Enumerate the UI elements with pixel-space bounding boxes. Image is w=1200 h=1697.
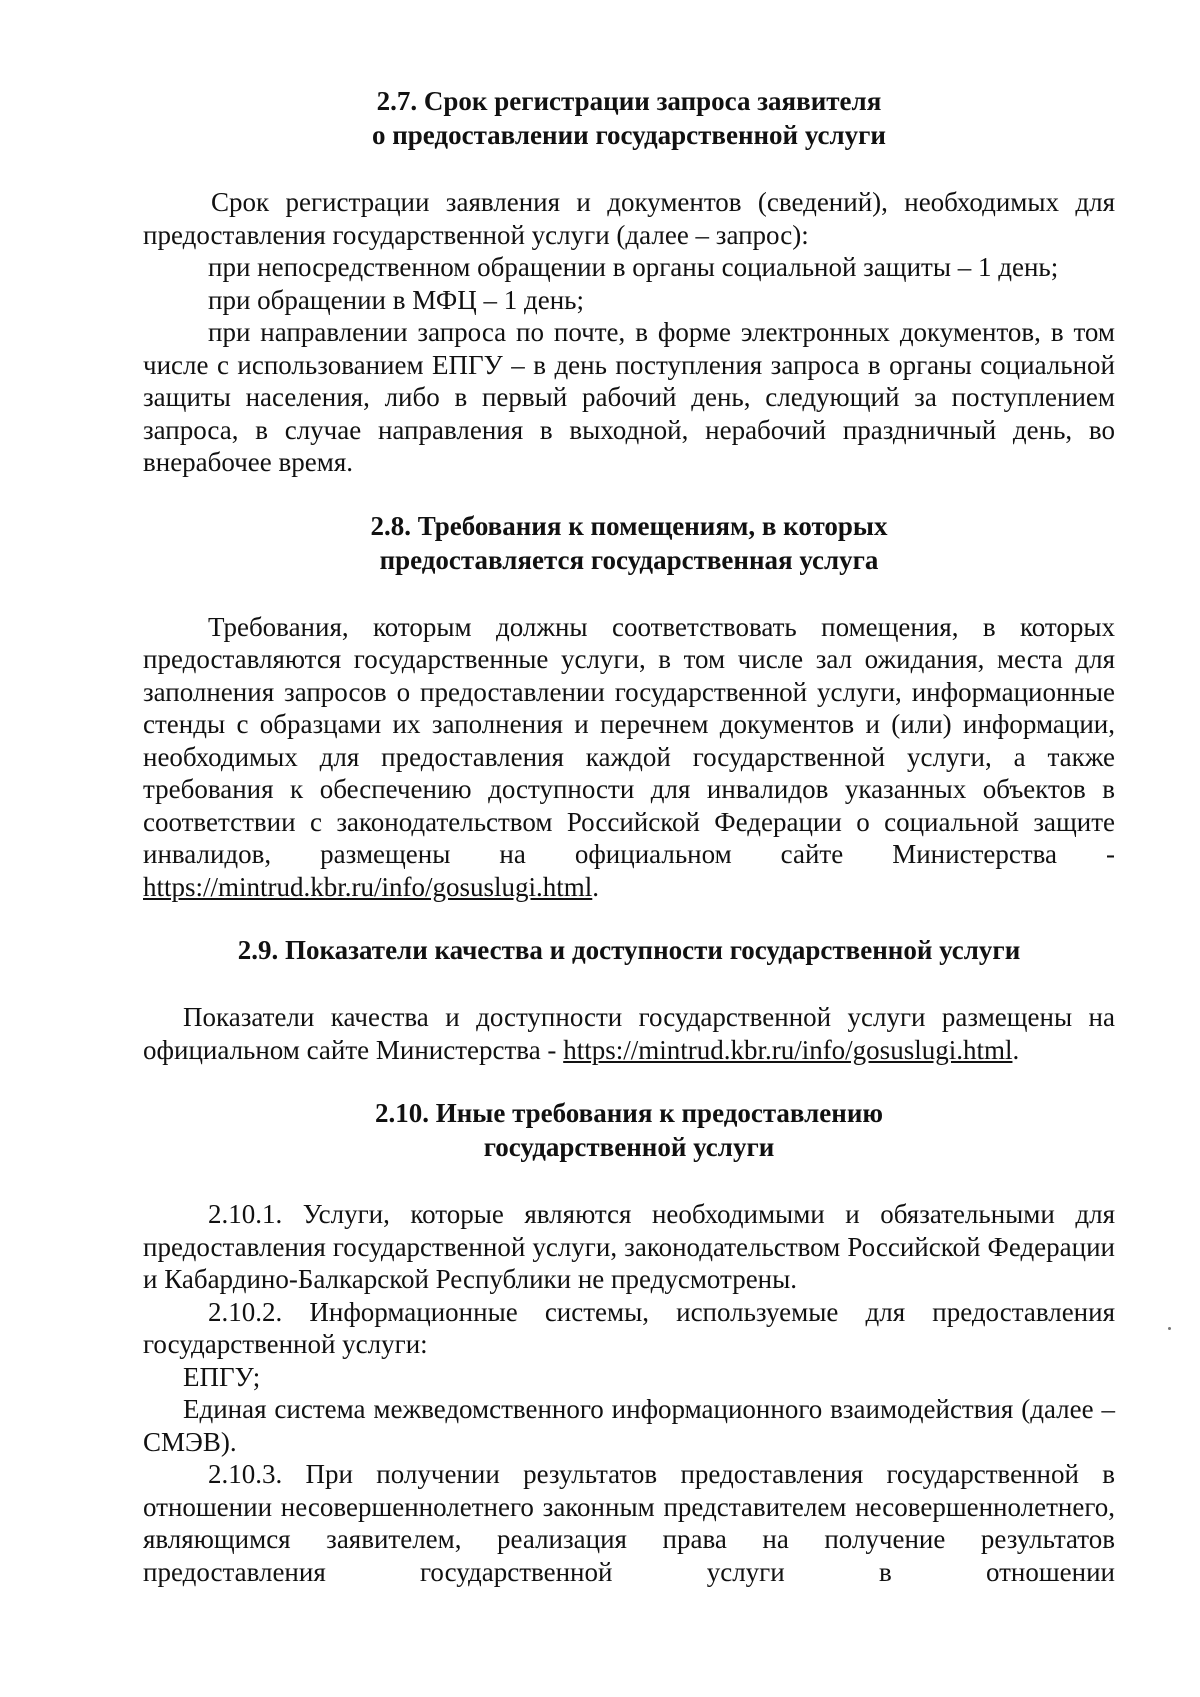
section-2-10-2-paragraph: 2.10.2. Информационные системы, используемые для предоставления государственной услуги: <box>143 1296 1115 1359</box>
section-2-10-3-paragraph: 2.10.3. При получении результатов предоставления государственной в отношении несовершеннолетнего законным представителем несовершеннолетнего, являющимся заявителем, реализация права на получение результатов предоставления государственной услуги в отношении <box>143 1459 1115 1587</box>
section-2-7-title <box>143 84 1115 152</box>
section-2-7-paragraph-1: Срок регистрации заявления и документов (сведений), необходимых для предоставления государственной услуги (далее – запрос): <box>143 187 1115 250</box>
section-2-8-title-line1: 2.8. Требования к помещениям, в которых <box>370 510 888 541</box>
document-page <box>143 84 1115 1588</box>
section-2-8-title <box>143 509 1115 577</box>
ministry-services-link[interactable]: https://mintrud.kbr.ru/info/gosuslugi.html <box>143 871 593 902</box>
section-2-9-period: . <box>1012 1034 1020 1065</box>
section-2-10-title-line1: 2.10. Иные требования к предоставлению <box>374 1098 884 1128</box>
section-2-8-period: . <box>592 871 600 902</box>
section-2-8-paragraph-1 <box>143 611 1115 904</box>
section-2-7-paragraph-3: при обращении в МФЦ – 1 день; <box>208 284 584 315</box>
section-2-10-title <box>143 1096 1115 1164</box>
section-2-7-paragraph-4: при направлении запроса по почте, в форме электронных документов, в том числе с использованием ЕПГУ – в день поступления запроса в органы социальной защиты населения, либо в первый рабочий день, следующий за поступлением запроса, в случае направления в выходной, нерабочий праздничный день, во внерабочее время. <box>143 317 1115 477</box>
section-2-9-text: Показатели качества и доступности государственной услуги размещены на официальном сайте Министерства - <box>143 1002 1115 1065</box>
section-2-10-1-paragraph: 2.10.1. Услуги, которые являются необходимыми и обязательными для предоставления государственной услуги, законодательством Российской Федерации и Кабардино-Балкарской Республики не предусмотрены. <box>143 1199 1115 1294</box>
section-2-9-title-line1: 2.9. Показатели качества и доступности государственной услуги <box>237 935 1021 965</box>
section-2-7-title-line1: 2.7. Срок регистрации запроса заявителя <box>376 86 882 116</box>
section-2-10-title-line2: государственной услуги <box>483 1132 775 1162</box>
section-2-8-text: Требования, которым должны соответствовать помещения, в которых предоставляются государственные услуги, в том числе зал ожидания, места для заполнения запросов о предоставлении государственной услуги, информационные стенды с образцами их заполнения и перечнем документов и (или) информации, необходимых для предоставления каждой государственной услуги, а также требования к обеспечению доступности для инвалидов указанных объектов в соответствии с законодательством Российской Федерации о социальной защите инвалидов, размещены на официальном сайте Министерства - <box>143 611 1115 869</box>
section-2-9-paragraph-1 <box>143 1001 1115 1066</box>
section-2-10-2-item-smev: Единая система межведомственного информационного взаимодействия (далее – СМЭВ). <box>143 1394 1115 1457</box>
section-2-7-paragraph-2: при непосредственном обращении в органы социальной защиты – 1 день; <box>208 252 1059 282</box>
section-2-7-title-line2: о предоставлении государственной услуги <box>371 120 886 150</box>
section-2-10-2-item-epgu: ЕПГУ; <box>183 1361 261 1392</box>
ministry-quality-link[interactable]: https://mintrud.kbr.ru/info/gosuslugi.html <box>563 1034 1013 1065</box>
section-2-8-title-line2: предоставляется государственная услуга <box>379 544 879 575</box>
scan-speck <box>1168 1327 1171 1330</box>
section-2-9-title <box>143 933 1115 967</box>
